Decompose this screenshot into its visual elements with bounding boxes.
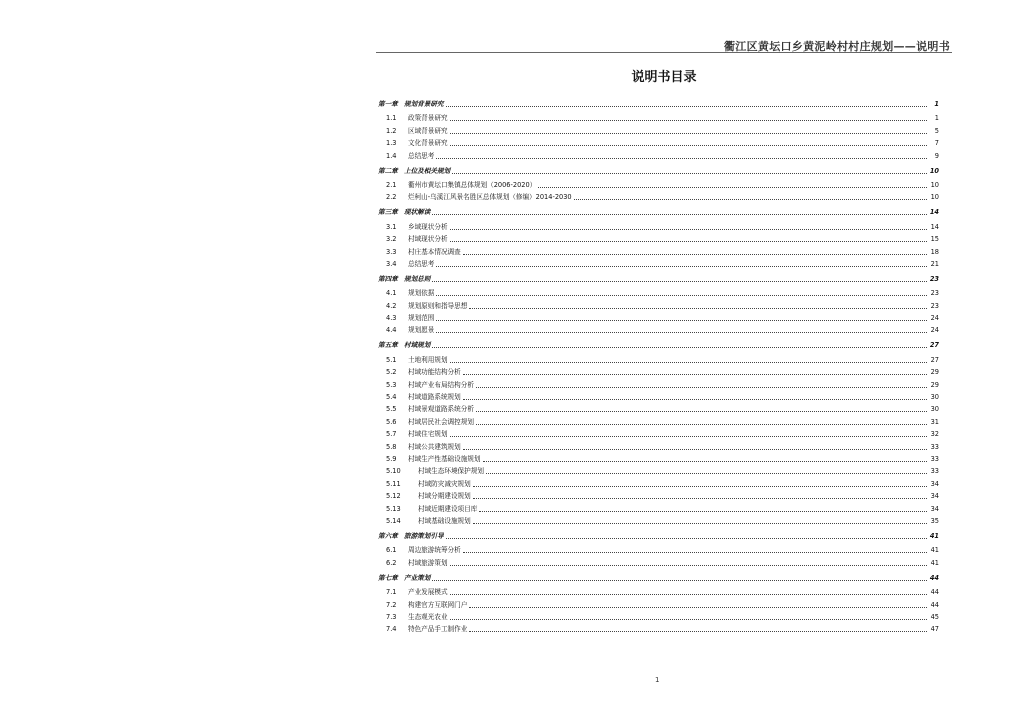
dot-leader: [473, 486, 927, 487]
dot-leader: [432, 347, 927, 348]
section-page: 21: [930, 259, 939, 268]
dot-leader: [574, 199, 927, 200]
section-page: 33: [930, 442, 939, 451]
chapter-number: 第二章: [378, 166, 398, 175]
section-page: 15: [930, 235, 939, 244]
toc-section-row: [378, 220, 939, 232]
toc-section-row: [378, 287, 939, 299]
section-title: 村域产业布局结构分析: [408, 380, 474, 389]
section-page: 34: [930, 492, 939, 501]
chapter-title: 旅游策划引导: [404, 531, 444, 540]
section-page: 31: [930, 417, 939, 426]
section-page: 41: [930, 546, 939, 555]
dot-leader: [479, 511, 927, 512]
section-page: 1: [934, 114, 939, 123]
section-title: 村庄基本情况调查: [408, 247, 461, 256]
toc-section-row: [378, 258, 939, 270]
section-page: 10: [930, 193, 939, 202]
section-title: 总结思考: [408, 151, 435, 160]
chapter-title: 产业策划: [404, 573, 431, 582]
section-number: 5.14: [386, 516, 401, 525]
section-title: 村域住宅规划: [408, 430, 448, 439]
dot-leader: [436, 266, 927, 267]
section-number: 2.1: [386, 180, 397, 189]
section-page: 29: [930, 380, 939, 389]
toc-section-row: [378, 415, 939, 427]
dot-leader: [450, 133, 927, 134]
section-number: 6.2: [386, 558, 397, 567]
toc-section-row: [378, 353, 939, 365]
toc-section-row: [378, 502, 939, 514]
section-title: 村域道路系统规划: [408, 393, 461, 402]
section-number: 5.13: [386, 504, 401, 513]
chapter-page: 10: [929, 166, 939, 175]
section-title: 村域景观道路系统分析: [408, 405, 474, 414]
section-number: 1.2: [386, 126, 397, 135]
toc-section-row: [378, 556, 939, 568]
chapter-title: 村域规划: [404, 341, 431, 350]
section-number: 1.1: [386, 114, 397, 123]
chapter-number: 第五章: [378, 341, 398, 350]
section-number: 5.8: [386, 442, 397, 451]
section-number: 3.2: [386, 235, 397, 244]
section-page: 29: [930, 368, 939, 377]
section-number: 4.4: [386, 326, 397, 335]
section-number: 1.3: [386, 139, 397, 148]
section-page: 41: [930, 558, 939, 567]
dot-leader: [450, 241, 927, 242]
section-title: 村域居民社会调控规划: [408, 417, 474, 426]
dot-leader: [450, 594, 927, 595]
section-title: 政策背景研究: [408, 114, 448, 123]
section-number: 6.1: [386, 546, 397, 555]
section-page: 9: [934, 151, 939, 160]
dot-leader: [469, 607, 927, 608]
section-page: 10: [930, 180, 939, 189]
section-number: 5.6: [386, 417, 397, 426]
toc-section-row: [378, 179, 939, 191]
section-title: 特色产品手工制作业: [408, 625, 468, 634]
dot-leader: [476, 411, 927, 412]
toc-title: 说明书目录: [631, 70, 697, 85]
toc-section-row: [378, 465, 939, 477]
section-title: 构建官方互联网门户: [408, 600, 468, 609]
section-title: 衢州市黄坛口集镇总体规划（2006-2020）: [408, 180, 537, 189]
section-number: 5.1: [386, 355, 397, 364]
chapter-page: 14: [929, 208, 939, 217]
section-page: 30: [930, 393, 939, 402]
section-number: 7.2: [386, 600, 397, 609]
section-number: 5.9: [386, 454, 397, 463]
toc-chapter-row: [378, 272, 939, 285]
toc-chapter-row: [378, 97, 939, 110]
dot-leader: [436, 320, 927, 321]
toc-section-row: [378, 477, 939, 489]
section-number: 4.3: [386, 314, 397, 323]
header-title: 衢江区黄坛口乡黄泥岭村村庄规划——说明书: [724, 40, 950, 53]
section-number: 4.1: [386, 289, 397, 298]
section-number: 7.1: [386, 588, 397, 597]
dot-leader: [463, 552, 927, 553]
section-number: 3.4: [386, 259, 397, 268]
section-title: 村域防灾减灾规划: [418, 479, 471, 488]
dot-leader: [483, 461, 927, 462]
toc-section-row: [378, 312, 939, 324]
dot-leader: [450, 145, 927, 146]
header-rule: [376, 52, 952, 53]
toc-section-row: [378, 299, 939, 311]
chapter-page: 44: [929, 573, 939, 582]
section-title: 区域背景研究: [408, 126, 448, 135]
toc-section-row: [378, 586, 939, 598]
section-page: 5: [934, 126, 939, 135]
dot-leader: [450, 436, 927, 437]
chapter-number: 第三章: [378, 208, 398, 217]
section-page: 47: [930, 625, 939, 634]
section-title: 规划原则和指导思想: [408, 301, 468, 310]
dot-leader: [463, 374, 927, 375]
toc-section-row: [378, 440, 939, 452]
section-number: 5.10: [386, 467, 401, 476]
dot-leader: [450, 565, 927, 566]
section-title: 村域基础设施规划: [418, 516, 471, 525]
dot-leader: [463, 449, 927, 450]
section-title: 村域生产性基础设施规划: [408, 454, 481, 463]
section-page: 23: [930, 301, 939, 310]
dot-leader: [450, 619, 927, 620]
section-page: 33: [930, 454, 939, 463]
section-page: 35: [930, 516, 939, 525]
dot-leader: [450, 362, 927, 363]
chapter-title: 规划总则: [404, 274, 431, 283]
section-title: 村域现状分析: [408, 235, 448, 244]
section-title: 村域近期建设项目库: [418, 504, 478, 513]
footer-page-number: 1: [655, 676, 660, 684]
toc-chapter-row: [378, 529, 939, 542]
toc-section-row: [378, 453, 939, 465]
dot-leader: [432, 214, 927, 215]
section-number: 5.3: [386, 380, 397, 389]
chapter-title: 现状解读: [404, 208, 431, 217]
section-number: 1.4: [386, 151, 397, 160]
section-page: 44: [930, 600, 939, 609]
toc-chapter-row: [378, 571, 939, 584]
chapter-number: 第六章: [378, 531, 398, 540]
section-title: 周边旅游统筹分析: [408, 546, 461, 555]
toc-section-row: [378, 544, 939, 556]
dot-leader: [446, 106, 927, 107]
section-title: 村域分期建设规划: [418, 492, 471, 501]
chapter-page: 41: [929, 531, 939, 540]
chapter-number: 第七章: [378, 573, 398, 582]
section-number: 3.3: [386, 247, 397, 256]
section-title: 烂柯山-乌溪江风景名胜区总体规划（修编）2014-2030: [408, 193, 572, 202]
dot-leader: [432, 281, 927, 282]
section-page: 23: [930, 289, 939, 298]
section-title: 规划范围: [408, 314, 435, 323]
toc-section-row: [378, 137, 939, 149]
section-page: 33: [930, 467, 939, 476]
dot-leader: [446, 538, 927, 539]
section-title: 村域公共建筑规划: [408, 442, 461, 451]
dot-leader: [473, 498, 927, 499]
table-of-contents: [378, 95, 939, 635]
toc-section-row: [378, 611, 939, 623]
section-title: 文化背景研究: [408, 139, 448, 148]
section-title: 产业发展模式: [408, 588, 448, 597]
dot-leader: [476, 387, 927, 388]
section-number: 5.7: [386, 430, 397, 439]
dot-leader: [436, 295, 927, 296]
section-title: 村域功能结构分析: [408, 368, 461, 377]
section-page: 24: [930, 314, 939, 323]
section-number: 3.1: [386, 222, 397, 231]
chapter-number: 第四章: [378, 274, 398, 283]
dot-leader: [436, 332, 927, 333]
section-page: 14: [930, 222, 939, 231]
dot-leader: [463, 254, 927, 255]
dot-leader: [432, 580, 927, 581]
toc-section-row: [378, 428, 939, 440]
section-page: 18: [930, 247, 939, 256]
section-title: 规划愿景: [408, 326, 435, 335]
section-title: 总结思考: [408, 259, 435, 268]
toc-section-row: [378, 403, 939, 415]
section-page: 34: [930, 479, 939, 488]
section-title: 规划依据: [408, 289, 435, 298]
toc-section-row: [378, 112, 939, 124]
chapter-page: 27: [929, 341, 939, 350]
section-number: 5.12: [386, 492, 401, 501]
section-title: 村域生态环境保护规划: [418, 467, 484, 476]
dot-leader: [450, 229, 927, 230]
section-title: 土地利用规划: [408, 355, 448, 364]
chapter-title: 规划背景研究: [404, 100, 444, 108]
dot-leader: [486, 473, 927, 474]
chapter-number: 第一章: [378, 100, 398, 108]
section-page: 27: [930, 355, 939, 364]
section-number: 5.11: [386, 479, 401, 488]
toc-section-row: [378, 515, 939, 527]
toc-section-row: [378, 598, 939, 610]
toc-section-row: [378, 324, 939, 336]
section-number: 7.4: [386, 625, 397, 634]
section-title: 乡域现状分析: [408, 222, 448, 231]
toc-section-row: [378, 378, 939, 390]
toc-section-row: [378, 233, 939, 245]
section-number: 2.2: [386, 193, 397, 202]
section-page: 7: [934, 139, 939, 148]
dot-leader: [452, 173, 927, 174]
toc-section-row: [378, 623, 939, 635]
chapter-page: 23: [929, 274, 939, 283]
section-number: 7.3: [386, 612, 397, 621]
toc-section-row: [378, 245, 939, 257]
toc-chapter-row: [378, 164, 939, 177]
dot-leader: [476, 424, 927, 425]
chapter-title: 上位及相关规划: [404, 166, 451, 175]
chapter-page: 1: [934, 100, 939, 108]
section-page: 44: [930, 588, 939, 597]
dot-leader: [469, 631, 927, 632]
toc-chapter-row: [378, 338, 939, 351]
section-number: 5.5: [386, 405, 397, 414]
section-number: 4.2: [386, 301, 397, 310]
dot-leader: [450, 120, 927, 121]
section-number: 5.4: [386, 393, 397, 402]
dot-leader: [473, 523, 927, 524]
toc-section-row: [378, 490, 939, 502]
toc-section-row: [378, 366, 939, 378]
toc-chapter-row: [378, 205, 939, 218]
section-page: 30: [930, 405, 939, 414]
toc-section-row: [378, 391, 939, 403]
section-page: 32: [930, 430, 939, 439]
dot-leader: [463, 399, 927, 400]
toc-section-row: [378, 191, 939, 203]
dot-leader: [538, 187, 927, 188]
section-page: 45: [930, 612, 939, 621]
dot-leader: [469, 308, 927, 309]
toc-section-row: [378, 149, 939, 161]
section-title: 生态观光农业: [408, 612, 448, 621]
section-title: 村域旅游策划: [408, 558, 448, 567]
toc-section-row: [378, 124, 939, 136]
section-page: 24: [930, 326, 939, 335]
section-number: 5.2: [386, 368, 397, 377]
dot-leader: [436, 158, 927, 159]
section-page: 34: [930, 504, 939, 513]
